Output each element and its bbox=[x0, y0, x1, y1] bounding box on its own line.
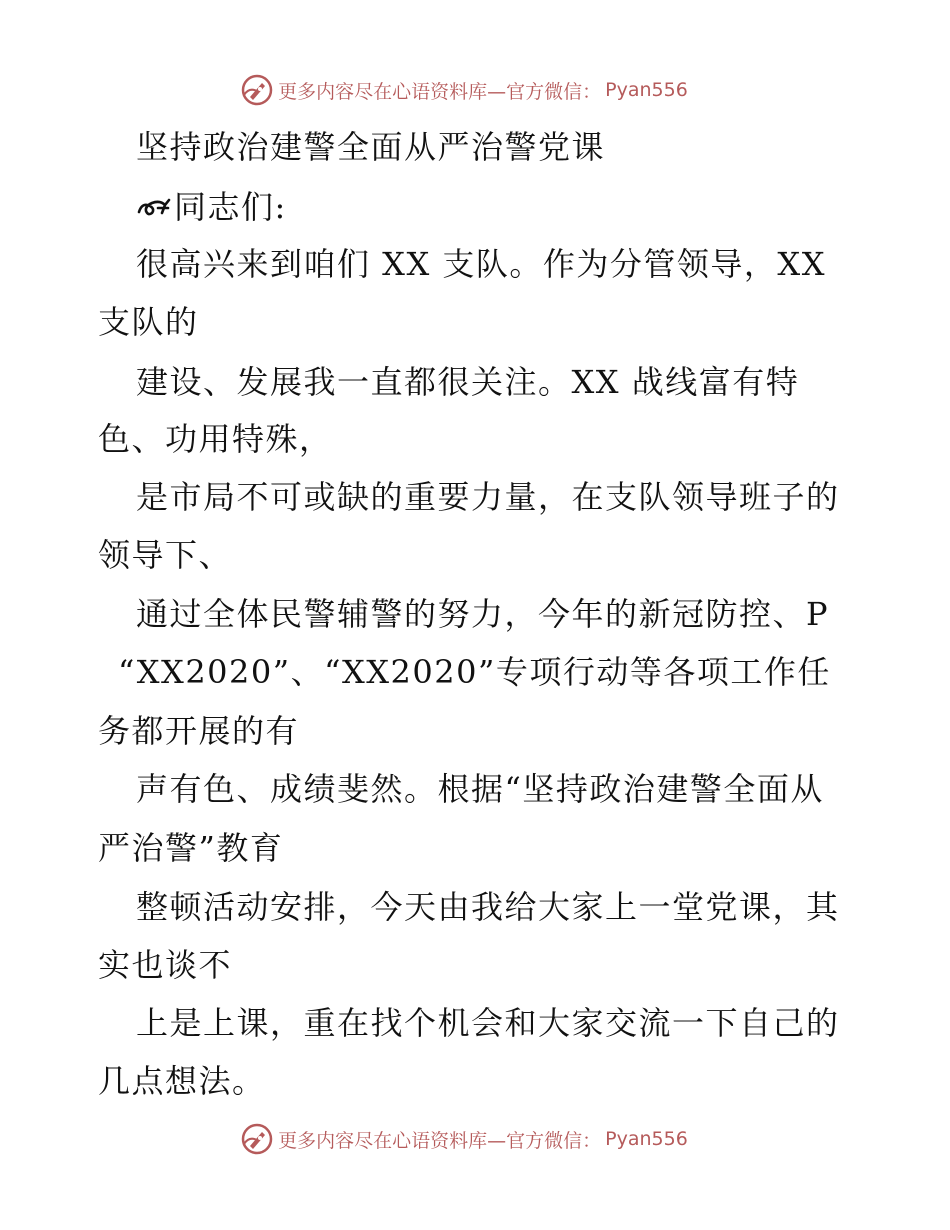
paragraph-line: 整顿活动安排，今天由我给大家上一堂党课，其 bbox=[136, 888, 840, 926]
paragraph-line: 色、功用特殊， bbox=[98, 420, 333, 458]
paragraph-line: 很高兴来到咱们 XX 支队。作为分管领导，XX bbox=[136, 245, 826, 283]
paragraph-line: 实也谈不 bbox=[98, 946, 233, 984]
paragraph-line: 声有色、成绩斐然。根据“坚持政治建警全面从 bbox=[136, 770, 824, 808]
paragraph-line: 上是上课，重在找个机会和大家交流一下自己的 bbox=[136, 1004, 840, 1042]
watermark-wechat-id: Pyan556 bbox=[605, 79, 688, 101]
watermark-wechat-id: Pyan556 bbox=[605, 1128, 688, 1150]
document-title: 坚持政治建警全面从严治警党课 bbox=[136, 128, 606, 166]
pen-nib-logo-icon bbox=[240, 1122, 274, 1156]
watermark-text: 更多内容尽在心语资料库—官方微信： bbox=[278, 80, 602, 103]
paragraph-line: 建设、发展我一直都很关注。XX 战线富有特 bbox=[136, 363, 800, 401]
footer-watermark bbox=[0, 1119, 950, 1159]
salutation-line bbox=[136, 187, 287, 227]
paragraph-line: 支队的 bbox=[98, 303, 199, 341]
paragraph-line: 领导下、 bbox=[98, 536, 233, 574]
decorative-swirl-icon bbox=[136, 194, 172, 220]
salutation-text: 同志们: bbox=[174, 188, 287, 226]
paragraph-line: 严治警”教育 bbox=[98, 829, 284, 867]
watermark-text: 更多内容尽在心语资料库—官方微信： bbox=[278, 1129, 602, 1152]
paragraph-line: 是市局不可或缺的重要力量，在支队领导班子的 bbox=[136, 478, 840, 516]
paragraph-line: 几点想法。 bbox=[98, 1062, 266, 1100]
paragraph-line: 务都开展的有 bbox=[98, 712, 300, 750]
paragraph-line: “XX2020”、“XX2020”专项行动等各项工作任 bbox=[118, 653, 831, 691]
paragraph-line: 通过全体民警辅警的努力，今年的新冠防控、P bbox=[136, 595, 830, 633]
